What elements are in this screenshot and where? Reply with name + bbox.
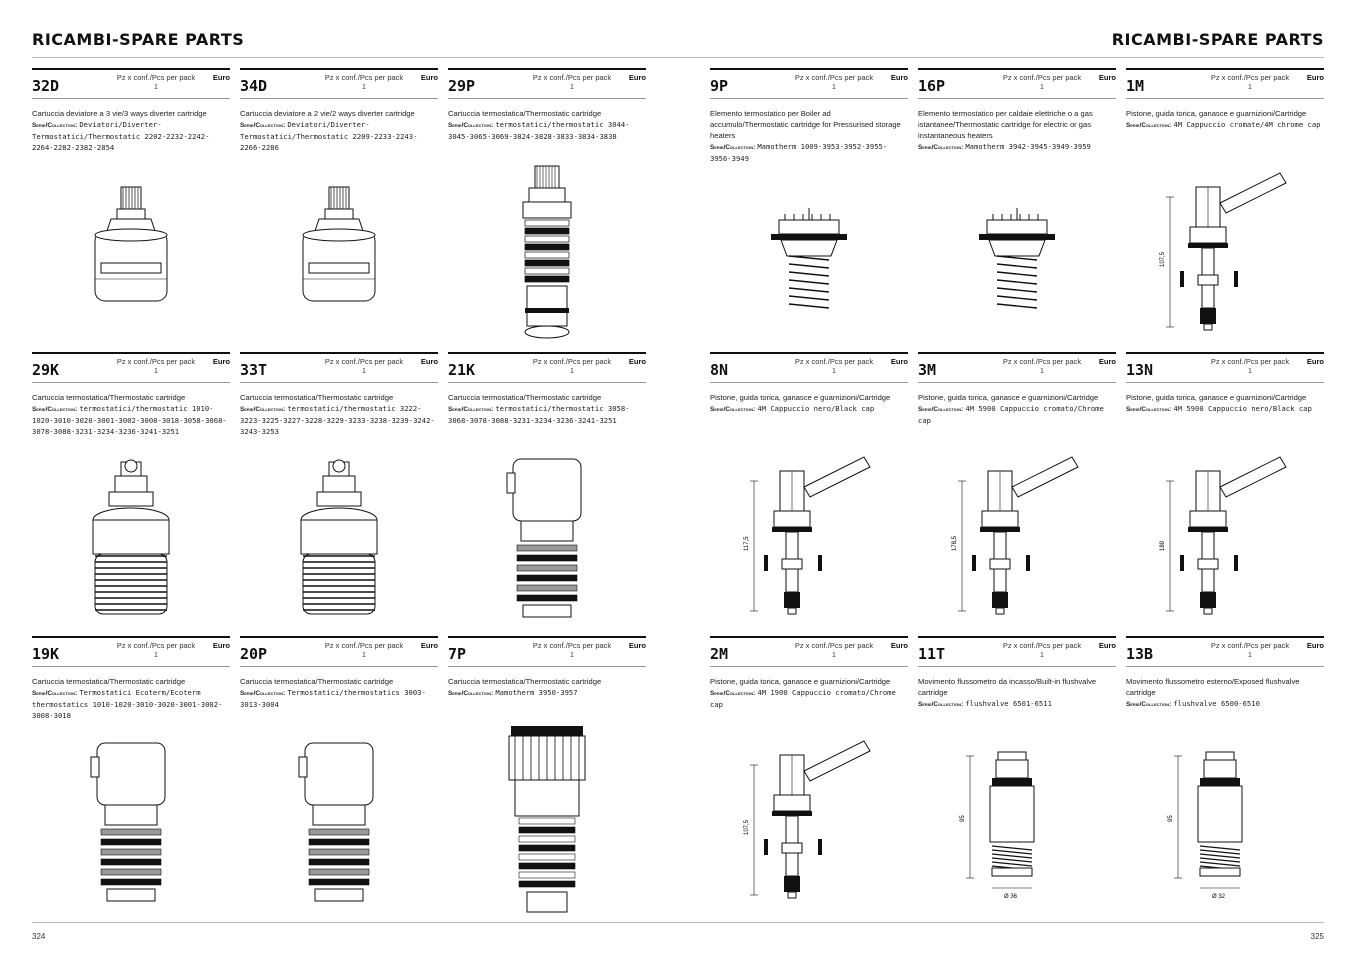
description-text: Movimento flussometro da incasso/Built-in flushvalve cartridge: [918, 677, 1097, 697]
product-code: 13N: [1126, 361, 1154, 379]
product-card-1m: [1126, 68, 1324, 348]
svg-text:95: 95: [960, 815, 966, 822]
series-values: flushvalve 6501-6511: [965, 699, 1052, 708]
card-rule: [448, 666, 646, 667]
svg-text:107,5: 107,5: [1160, 251, 1166, 267]
series-values: 4M Cappuccio nero/Black cap: [757, 404, 875, 413]
pcs-per-pack-value: 1: [362, 652, 366, 659]
svg-text:107,5: 107,5: [744, 819, 750, 835]
technical-drawing: [279, 737, 399, 907]
series-line: [32, 687, 230, 721]
pcs-per-pack-label: Pz x conf./Pcs per pack: [116, 357, 196, 366]
product-drawing: [32, 164, 230, 344]
pcs-per-pack-value: 1: [570, 368, 574, 375]
series-line: [1126, 698, 1324, 710]
technical-drawing: [1150, 451, 1300, 626]
product-code: 8N: [710, 361, 729, 379]
product-description: [710, 392, 908, 415]
product-code: 2M: [710, 645, 729, 663]
pcs-per-pack-value: 1: [1248, 84, 1252, 91]
euro-label: Euro: [420, 73, 438, 82]
description-text: Pistone, guida torica, ganasce e guarnizioni/Cartridge: [918, 393, 1099, 402]
card-top-rule: [710, 352, 908, 354]
product-code: 29K: [32, 361, 60, 379]
series-line: [918, 403, 1116, 426]
series-values: 4M 1900 Cappuccio cromato/Chrome cap: [710, 688, 896, 709]
product-description: [710, 676, 908, 710]
card-top-rule: [32, 68, 230, 70]
product-card-16p: [918, 68, 1116, 348]
pcs-per-pack-value: 1: [832, 84, 836, 91]
euro-label: Euro: [212, 357, 230, 366]
product-card-13n: [1126, 352, 1324, 632]
series-values: termostatici/thermostatic 3058-3068-3078-3088-3231-3234-3236-3241-3251: [448, 404, 630, 425]
product-card-11t: [918, 636, 1116, 916]
pcs-per-pack-label: Pz x conf./Pcs per pack: [532, 73, 612, 82]
euro-label: Euro: [1098, 73, 1116, 82]
product-description: [1126, 676, 1324, 710]
product-code: 3M: [918, 361, 937, 379]
product-description: [240, 108, 438, 153]
technical-drawing: [942, 451, 1092, 626]
technical-drawing: [279, 179, 399, 329]
euro-label: Euro: [420, 641, 438, 650]
pcs-per-pack-value: 1: [832, 652, 836, 659]
product-code: 7P: [448, 645, 467, 663]
series-line: [448, 119, 646, 142]
product-drawing: [918, 732, 1116, 912]
product-card-13b: [1126, 636, 1324, 916]
pcs-per-pack-value: 1: [1040, 652, 1044, 659]
euro-label: Euro: [420, 357, 438, 366]
technical-drawing: [279, 456, 399, 621]
series-values: Mamotherm 3942-3945-3949-3959: [965, 142, 1091, 151]
product-card-20p: [240, 636, 438, 916]
pcs-per-pack-value: 1: [154, 368, 158, 375]
pcs-per-pack-label: Pz x conf./Pcs per pack: [794, 73, 874, 82]
series-values: 4M Cappuccio cromate/4M chrome cap: [1173, 120, 1321, 129]
product-description: [918, 108, 1116, 153]
product-code: 20P: [240, 645, 268, 663]
card-top-rule: [710, 636, 908, 638]
product-card-8n: [710, 352, 908, 632]
right-page: [678, 0, 1356, 959]
product-drawing: [448, 448, 646, 628]
right-page-title: RICAMBI-SPARE PARTS: [1111, 30, 1324, 49]
pcs-per-pack-value: 1: [154, 84, 158, 91]
card-top-rule: [240, 636, 438, 638]
product-description: [32, 108, 230, 153]
description-text: Elemento termostatico per Boiler ad accumulo/Thermostatic cartridge for Pressurised storage heaters: [710, 109, 901, 140]
card-top-rule: [32, 636, 230, 638]
series-line: [240, 119, 438, 153]
euro-label: Euro: [890, 73, 908, 82]
product-code: 11T: [918, 645, 946, 663]
series-values: 4M 5900 Cappuccio cromato/Chrome cap: [918, 404, 1104, 425]
series-values: Mamotherm 1009-3953-3952-3955-3956-3949: [710, 142, 888, 163]
series-values: Deviatori/Diverter-Termostatici/Thermostatic 2209-2233-2243-2266-2286: [240, 120, 418, 152]
pcs-per-pack-value: 1: [1248, 368, 1252, 375]
product-code: 34D: [240, 77, 268, 95]
series-line: [918, 698, 1116, 710]
euro-label: Euro: [628, 73, 646, 82]
series-values: flushvalve 6500-6510: [1173, 699, 1260, 708]
technical-drawing: [1160, 742, 1290, 902]
series-values: termostatici/thermostatic 3222-3223-3225-3227-3228-3229-3233-3238-3239-3242-3243-3253: [240, 404, 435, 436]
card-rule: [448, 98, 646, 99]
euro-label: Euro: [890, 357, 908, 366]
description-text: Pistone, guida torica, ganasce e guarnizioni/Cartridge: [1126, 109, 1307, 118]
serie-label: Serie/Collection:: [32, 406, 78, 413]
product-code: 32D: [32, 77, 60, 95]
serie-label: Serie/Collection:: [918, 701, 964, 708]
card-top-rule: [918, 636, 1116, 638]
euro-label: Euro: [628, 357, 646, 366]
card-top-rule: [32, 352, 230, 354]
pcs-per-pack-value: 1: [832, 368, 836, 375]
description-text: Cartuccia deviatore a 3 vie/3 ways diverter cartridge: [32, 109, 207, 118]
product-description: [448, 108, 646, 142]
product-code: 1M: [1126, 77, 1145, 95]
pcs-per-pack-label: Pz x conf./Pcs per pack: [116, 73, 196, 82]
product-code: 33T: [240, 361, 268, 379]
product-description: [1126, 392, 1324, 415]
euro-label: Euro: [212, 73, 230, 82]
product-description: [240, 392, 438, 437]
description-text: Pistone, guida torica, ganasce e guarnizioni/Cartridge: [710, 393, 891, 402]
euro-label: Euro: [1098, 357, 1116, 366]
product-card-21k: [448, 352, 646, 632]
product-drawing: [240, 732, 438, 912]
description-text: Cartuccia termostatica/Thermostatic cartridge: [448, 677, 602, 686]
card-rule: [1126, 666, 1324, 667]
technical-drawing: [1150, 167, 1300, 342]
card-top-rule: [918, 68, 1116, 70]
card-rule: [32, 382, 230, 383]
product-drawing: [240, 448, 438, 628]
header-divider: [32, 57, 678, 58]
serie-label: Serie/Collection:: [240, 690, 286, 697]
product-card-33t: [240, 352, 438, 632]
serie-label: Serie/Collection:: [448, 690, 494, 697]
euro-label: Euro: [1306, 357, 1324, 366]
card-rule: [918, 98, 1116, 99]
pcs-per-pack-label: Pz x conf./Pcs per pack: [1002, 73, 1082, 82]
pcs-per-pack-label: Pz x conf./Pcs per pack: [1210, 357, 1290, 366]
product-card-34d: [240, 68, 438, 348]
product-drawing: [710, 732, 908, 912]
pcs-per-pack-label: Pz x conf./Pcs per pack: [1210, 641, 1290, 650]
card-top-rule: [448, 636, 646, 638]
series-values: Deviatori/Diverter-Termostatici/Thermostatic 2202-2232-2242-2264-2282-2382-2854: [32, 120, 210, 152]
pcs-per-pack-value: 1: [362, 368, 366, 375]
product-drawing: [1126, 448, 1324, 628]
card-rule: [240, 382, 438, 383]
product-code: 29P: [448, 77, 476, 95]
product-drawing: [710, 448, 908, 628]
product-code: 21K: [448, 361, 476, 379]
serie-label: Serie/Collection:: [1126, 122, 1172, 129]
serie-label: Serie/Collection:: [240, 406, 286, 413]
product-drawing: [1126, 732, 1324, 912]
technical-drawing: [957, 184, 1077, 324]
footer-divider: [32, 922, 678, 923]
pcs-per-pack-label: Pz x conf./Pcs per pack: [532, 357, 612, 366]
product-card-29k: [32, 352, 230, 632]
product-code: 13B: [1126, 645, 1154, 663]
pcs-per-pack-value: 1: [570, 652, 574, 659]
pcs-per-pack-value: 1: [1248, 652, 1252, 659]
series-line: [240, 687, 438, 710]
card-rule: [240, 98, 438, 99]
card-top-rule: [240, 68, 438, 70]
series-line: [448, 687, 646, 699]
product-description: [32, 676, 230, 721]
product-drawing: [240, 164, 438, 344]
series-line: [32, 403, 230, 437]
product-description: [32, 392, 230, 437]
series-line: [918, 141, 1116, 153]
euro-label: Euro: [628, 641, 646, 650]
technical-drawing: [71, 456, 191, 621]
product-code: 16P: [918, 77, 946, 95]
description-text: Cartuccia termostatica/Thermostatic cartridge: [448, 109, 602, 118]
series-line: [448, 403, 646, 426]
card-rule: [448, 382, 646, 383]
series-values: Termostatici/thermostatics 3003-3013-3004: [240, 688, 426, 709]
description-text: Cartuccia termostatica/Thermostatic cartridge: [32, 393, 186, 402]
euro-label: Euro: [890, 641, 908, 650]
series-values: Termostatici Ecoterm/Ecoterm thermostatics 1010-1020-3010-3020-3001-3002-3008-3018: [32, 688, 223, 720]
card-rule: [240, 666, 438, 667]
product-card-9p: [710, 68, 908, 348]
pcs-per-pack-label: Pz x conf./Pcs per pack: [1002, 357, 1082, 366]
euro-label: Euro: [1098, 641, 1116, 650]
serie-label: Serie/Collection:: [1126, 406, 1172, 413]
left-page-number: 324: [32, 932, 46, 941]
product-card-3m: [918, 352, 1116, 632]
pcs-per-pack-label: Pz x conf./Pcs per pack: [1210, 73, 1290, 82]
card-rule: [710, 98, 908, 99]
pcs-per-pack-label: Pz x conf./Pcs per pack: [794, 357, 874, 366]
card-rule: [32, 666, 230, 667]
pcs-per-pack-label: Pz x conf./Pcs per pack: [324, 641, 404, 650]
serie-label: Serie/Collection:: [448, 122, 494, 129]
product-card-19k: [32, 636, 230, 916]
pcs-per-pack-label: Pz x conf./Pcs per pack: [116, 641, 196, 650]
product-description: [1126, 108, 1324, 131]
series-values: 4M 5900 Cappuccio nero/Black cap: [1173, 404, 1312, 413]
serie-label: Serie/Collection:: [448, 406, 494, 413]
pcs-per-pack-label: Pz x conf./Pcs per pack: [1002, 641, 1082, 650]
serie-label: Serie/Collection:: [32, 690, 78, 697]
description-text: Pistone, guida torica, ganasce e guarnizioni/Cartridge: [710, 677, 891, 686]
card-rule: [710, 666, 908, 667]
product-card-2m: [710, 636, 908, 916]
series-line: [710, 687, 908, 710]
product-drawing: [32, 732, 230, 912]
technical-drawing: [71, 737, 191, 907]
serie-label: Serie/Collection:: [918, 406, 964, 413]
pcs-per-pack-value: 1: [362, 84, 366, 91]
pcs-per-pack-value: 1: [1040, 84, 1044, 91]
description-text: Cartuccia termostatica/Thermostatic cartridge: [240, 677, 394, 686]
card-top-rule: [710, 68, 908, 70]
technical-drawing: [952, 742, 1082, 902]
pcs-per-pack-value: 1: [570, 84, 574, 91]
pcs-per-pack-label: Pz x conf./Pcs per pack: [324, 357, 404, 366]
card-top-rule: [918, 352, 1116, 354]
technical-drawing: [749, 184, 869, 324]
product-description: [918, 392, 1116, 426]
serie-label: Serie/Collection:: [918, 144, 964, 151]
serie-label: Serie/Collection:: [32, 122, 78, 129]
description-text: Cartuccia termostatica/Thermostatic cartridge: [448, 393, 602, 402]
description-text: Movimento flussometro esterno/Exposed flushvalve cartridge: [1126, 677, 1300, 697]
product-card-29p: [448, 68, 646, 348]
product-card-7p: [448, 636, 646, 916]
description-text: Elemento termostatico per caldaie elettriche o a gas istantanee/Thermostatic cartridge for electric or gas instantaneous heaters: [918, 109, 1093, 140]
card-top-rule: [240, 352, 438, 354]
product-description: [240, 676, 438, 710]
pcs-per-pack-value: 1: [154, 652, 158, 659]
product-drawing: [448, 732, 646, 912]
card-rule: [1126, 382, 1324, 383]
serie-label: Serie/Collection:: [710, 690, 756, 697]
description-text: Cartuccia deviatore a 2 vie/2 ways diverter cartridge: [240, 109, 415, 118]
description-text: Cartuccia termostatica/Thermostatic cartridge: [240, 393, 394, 402]
series-values: termostatici/thermostatic 1010-1020-3010-3020-3001-3002-3008-3018-3058-3068-3078-3088-3231-3234-3236-3241-3251: [32, 404, 227, 436]
product-description: [448, 392, 646, 426]
series-line: [32, 119, 230, 153]
card-rule: [918, 382, 1116, 383]
card-top-rule: [1126, 636, 1324, 638]
series-values: Mamotherm 3950-3957: [495, 688, 578, 697]
product-drawing: [710, 164, 908, 344]
series-line: [710, 403, 908, 415]
serie-label: Serie/Collection:: [240, 122, 286, 129]
svg-text:Ø 36: Ø 36: [1004, 894, 1018, 900]
pcs-per-pack-label: Pz x conf./Pcs per pack: [794, 641, 874, 650]
product-drawing: [32, 448, 230, 628]
card-top-rule: [1126, 68, 1324, 70]
technical-drawing: [487, 722, 607, 922]
serie-label: Serie/Collection:: [710, 144, 756, 151]
product-drawing: [1126, 164, 1324, 344]
pcs-per-pack-value: 1: [1040, 368, 1044, 375]
series-values: termostatici/thermostatic 3044-3045-3065-3069-3824-3828-3833-3834-3838: [448, 120, 630, 141]
card-rule: [1126, 98, 1324, 99]
description-text: Cartuccia termostatica/Thermostatic cartridge: [32, 677, 186, 686]
svg-text:Ø 32: Ø 32: [1212, 894, 1226, 900]
card-rule: [32, 98, 230, 99]
product-card-32d: [32, 68, 230, 348]
pcs-per-pack-label: Pz x conf./Pcs per pack: [324, 73, 404, 82]
left-page-title: RICAMBI-SPARE PARTS: [32, 30, 245, 49]
technical-drawing: [487, 453, 607, 623]
product-code: 19K: [32, 645, 60, 663]
pcs-per-pack-label: Pz x conf./Pcs per pack: [532, 641, 612, 650]
technical-drawing: [487, 162, 607, 347]
euro-label: Euro: [1306, 73, 1324, 82]
product-description: [710, 108, 908, 164]
card-top-rule: [448, 68, 646, 70]
serie-label: Serie/Collection:: [710, 406, 756, 413]
series-line: [240, 403, 438, 437]
product-drawing: [918, 164, 1116, 344]
euro-label: Euro: [212, 641, 230, 650]
card-top-rule: [448, 352, 646, 354]
euro-label: Euro: [1306, 641, 1324, 650]
product-code: 9P: [710, 77, 729, 95]
technical-drawing: [71, 179, 191, 329]
technical-drawing: [734, 451, 884, 626]
header-divider: [678, 57, 1324, 58]
series-line: [1126, 403, 1324, 415]
svg-text:189: 189: [1160, 540, 1166, 551]
product-drawing: [448, 164, 646, 344]
card-top-rule: [1126, 352, 1324, 354]
description-text: Pistone, guida torica, ganasce e guarnizioni/Cartridge: [1126, 393, 1307, 402]
technical-drawing: [734, 735, 884, 910]
product-description: [448, 676, 646, 699]
card-rule: [710, 382, 908, 383]
series-line: [710, 141, 908, 164]
series-line: [1126, 119, 1324, 131]
footer-divider: [678, 922, 1324, 923]
product-drawing: [918, 448, 1116, 628]
svg-text:178,5: 178,5: [952, 535, 958, 551]
product-description: [918, 676, 1116, 710]
serie-label: Serie/Collection:: [1126, 701, 1172, 708]
svg-text:95: 95: [1168, 815, 1174, 822]
svg-text:117,5: 117,5: [744, 535, 750, 551]
card-rule: [918, 666, 1116, 667]
right-page-number: 325: [1310, 932, 1324, 941]
